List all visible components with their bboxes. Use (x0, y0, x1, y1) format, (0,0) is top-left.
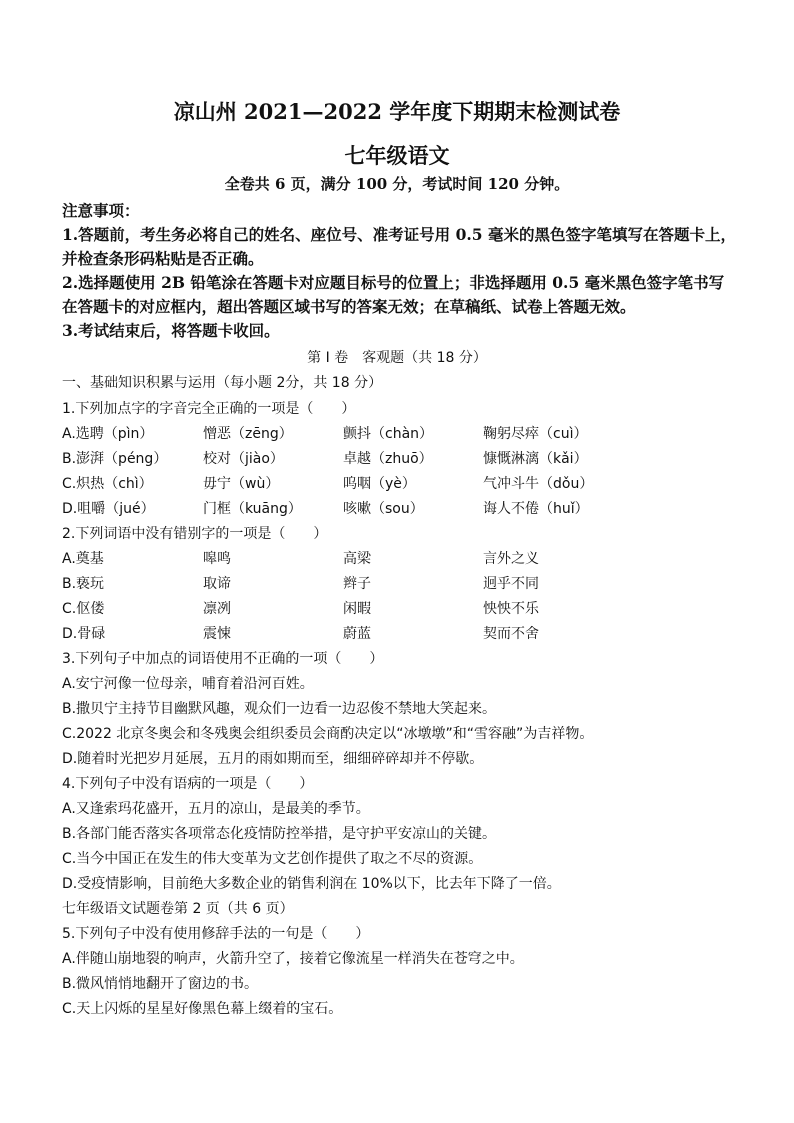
q2-option-b-word: 取谛 (203, 576, 231, 592)
q2-option-b-word: 辫子 (343, 576, 371, 592)
q1-option-a-word: 憎恶（zēng） (203, 426, 293, 442)
q2-option-c-word: 怏怏不乐 (483, 601, 539, 617)
q2-option-b-word: 迥乎不同 (483, 576, 539, 592)
q2-option-c-word: 凛冽 (203, 601, 231, 617)
exam-info: 全卷共 6 页，满分 100 分，考试时间 120 分钟。 (224, 175, 570, 193)
exam-subject: 七年级语文 (344, 143, 450, 168)
q1-option-c-word: 呜咽（yè） (343, 476, 416, 492)
q2-option-d-word: 震悚 (203, 626, 231, 642)
q1-option-a-word: 颤抖（chàn） (343, 426, 434, 442)
q1-option-d: D.咀嚼（jué） (62, 501, 155, 517)
q3-option-c: C.2022 北京冬奥会和冬残奥会组织委员会商酌决定以“冰墩墩”和“雪容融”为吉祥物。 (62, 726, 594, 742)
question-2-stem: 2.下列词语中没有错别字的一项是（ ） (62, 526, 328, 542)
exam-title: 凉山州 2021—2022 学年度下期期末检测试卷 (173, 99, 621, 124)
q4-option-d: D.受疫情影响，目前绝大多数企业的销售利润在 10%以下，比去年下降了一倍。 (62, 876, 561, 892)
volume-heading: 第 I 卷 客观题（共 18 分） (307, 350, 487, 366)
notice-item-1-line-2: 并检查条形码粘贴是否正确。 (62, 249, 264, 268)
q1-option-b-word: 校对（jiào） (203, 451, 284, 467)
q2-option-b: B.亵玩 (62, 576, 105, 592)
question-3-stem: 3.下列句子中加点的词语使用不正确的一项（ ） (62, 651, 384, 667)
q1-option-d-word: 诲人不倦（huǐ） (483, 501, 589, 517)
q2-option-d: D.骨碌 (62, 626, 106, 642)
question-4-stem: 4.下列句子中没有语病的一项是（ ） (62, 776, 314, 792)
q1-option-c-word: 毋宁（wù） (203, 476, 280, 492)
q2-option-d-word: 蔚蓝 (343, 626, 371, 642)
notice-item-2-line-2: 在答题卡的对应框内，超出答题区域书写的答案无效；在草稿纸、试卷上答题无效。 (62, 297, 636, 316)
q1-option-d-word: 门框（kuāng） (203, 501, 302, 517)
q5-option-b: B.微风悄悄地翻开了窗边的书。 (62, 976, 259, 992)
q4-option-c: C.当今中国正在发生的伟大变革为文艺创作提供了取之不尽的资源。 (62, 851, 483, 867)
q1-option-a: A.选聘（pìn） (62, 426, 154, 442)
q3-option-d: D.随着时光把岁月延展，五月的雨如期而至，细细碎碎却并不停歇。 (62, 751, 484, 767)
q4-option-a: A.又逢索玛花盛开，五月的凉山，是最美的季节。 (62, 801, 370, 817)
q1-option-a-word: 鞠躬尽瘁（cuì） (483, 426, 588, 442)
q1-option-c-word: 气冲斗牛（dǒu） (483, 476, 594, 492)
q2-option-a: A.奠基 (62, 551, 104, 567)
question-1-stem: 1.下列加点字的字音完全正确的一项是（ ） (62, 401, 356, 417)
q3-option-a: A.安宁河像一位母亲，哺育着沿河百姓。 (62, 676, 314, 692)
notice-item-2-line-1: 2.选择题使用 2B 铅笔涂在答题卡对应题目标号的位置上；非选择题用 0.5 毫米黑色签字笔书写 (62, 273, 725, 292)
q4-option-b: B.各部门能否落实各项常态化疫情防控举措，是守护平安凉山的关键。 (62, 826, 497, 842)
q2-option-a-word: 高梁 (343, 551, 371, 567)
q2-option-d-word: 契而不舍 (483, 626, 539, 642)
q3-option-b: B.撒贝宁主持节目幽默风趣，观众们一边看一边忍俊不禁地大笑起来。 (62, 701, 497, 717)
q2-option-c: C.伛偻 (62, 601, 105, 617)
notice-heading: 注意事项： (62, 201, 140, 220)
page-footer: 七年级语文试题卷第 2 页（共 6 页） (62, 901, 294, 917)
q1-option-c: C.炽热（chì） (62, 476, 153, 492)
q2-option-c-word: 闲暇 (343, 601, 371, 617)
q5-option-c: C.天上闪烁的星星好像黑色幕上缀着的宝石。 (62, 1001, 343, 1017)
part-heading: 一、基础知识积累与运用（每小题 2分，共 18 分） (62, 375, 383, 391)
q2-option-a-word: 嗥鸣 (203, 551, 231, 567)
notice-item-1-line-1: 1.答题前，考生务必将自己的姓名、座位号、准考证号用 0.5 毫米的黑色签字笔填写在答题卡上， (62, 225, 736, 244)
notice-item-3: 3.考试结束后，将答题卡收回。 (62, 321, 280, 340)
q5-option-a: A.伴随山崩地裂的响声，火箭升空了，接着它像流星一样消失在苍穹之中。 (62, 951, 524, 967)
q1-option-b: B.澎湃（péng） (62, 451, 168, 467)
question-5-stem: 5.下列句子中没有使用修辞手法的一句是（ ） (62, 926, 370, 942)
q1-option-b-word: 卓越（zhuō） (343, 451, 433, 467)
q1-option-b-word: 慷慨淋漓（kǎi） (483, 451, 588, 467)
q1-option-d-word: 咳嗽（sou） (343, 501, 424, 517)
q2-option-a-word: 言外之义 (483, 551, 539, 567)
